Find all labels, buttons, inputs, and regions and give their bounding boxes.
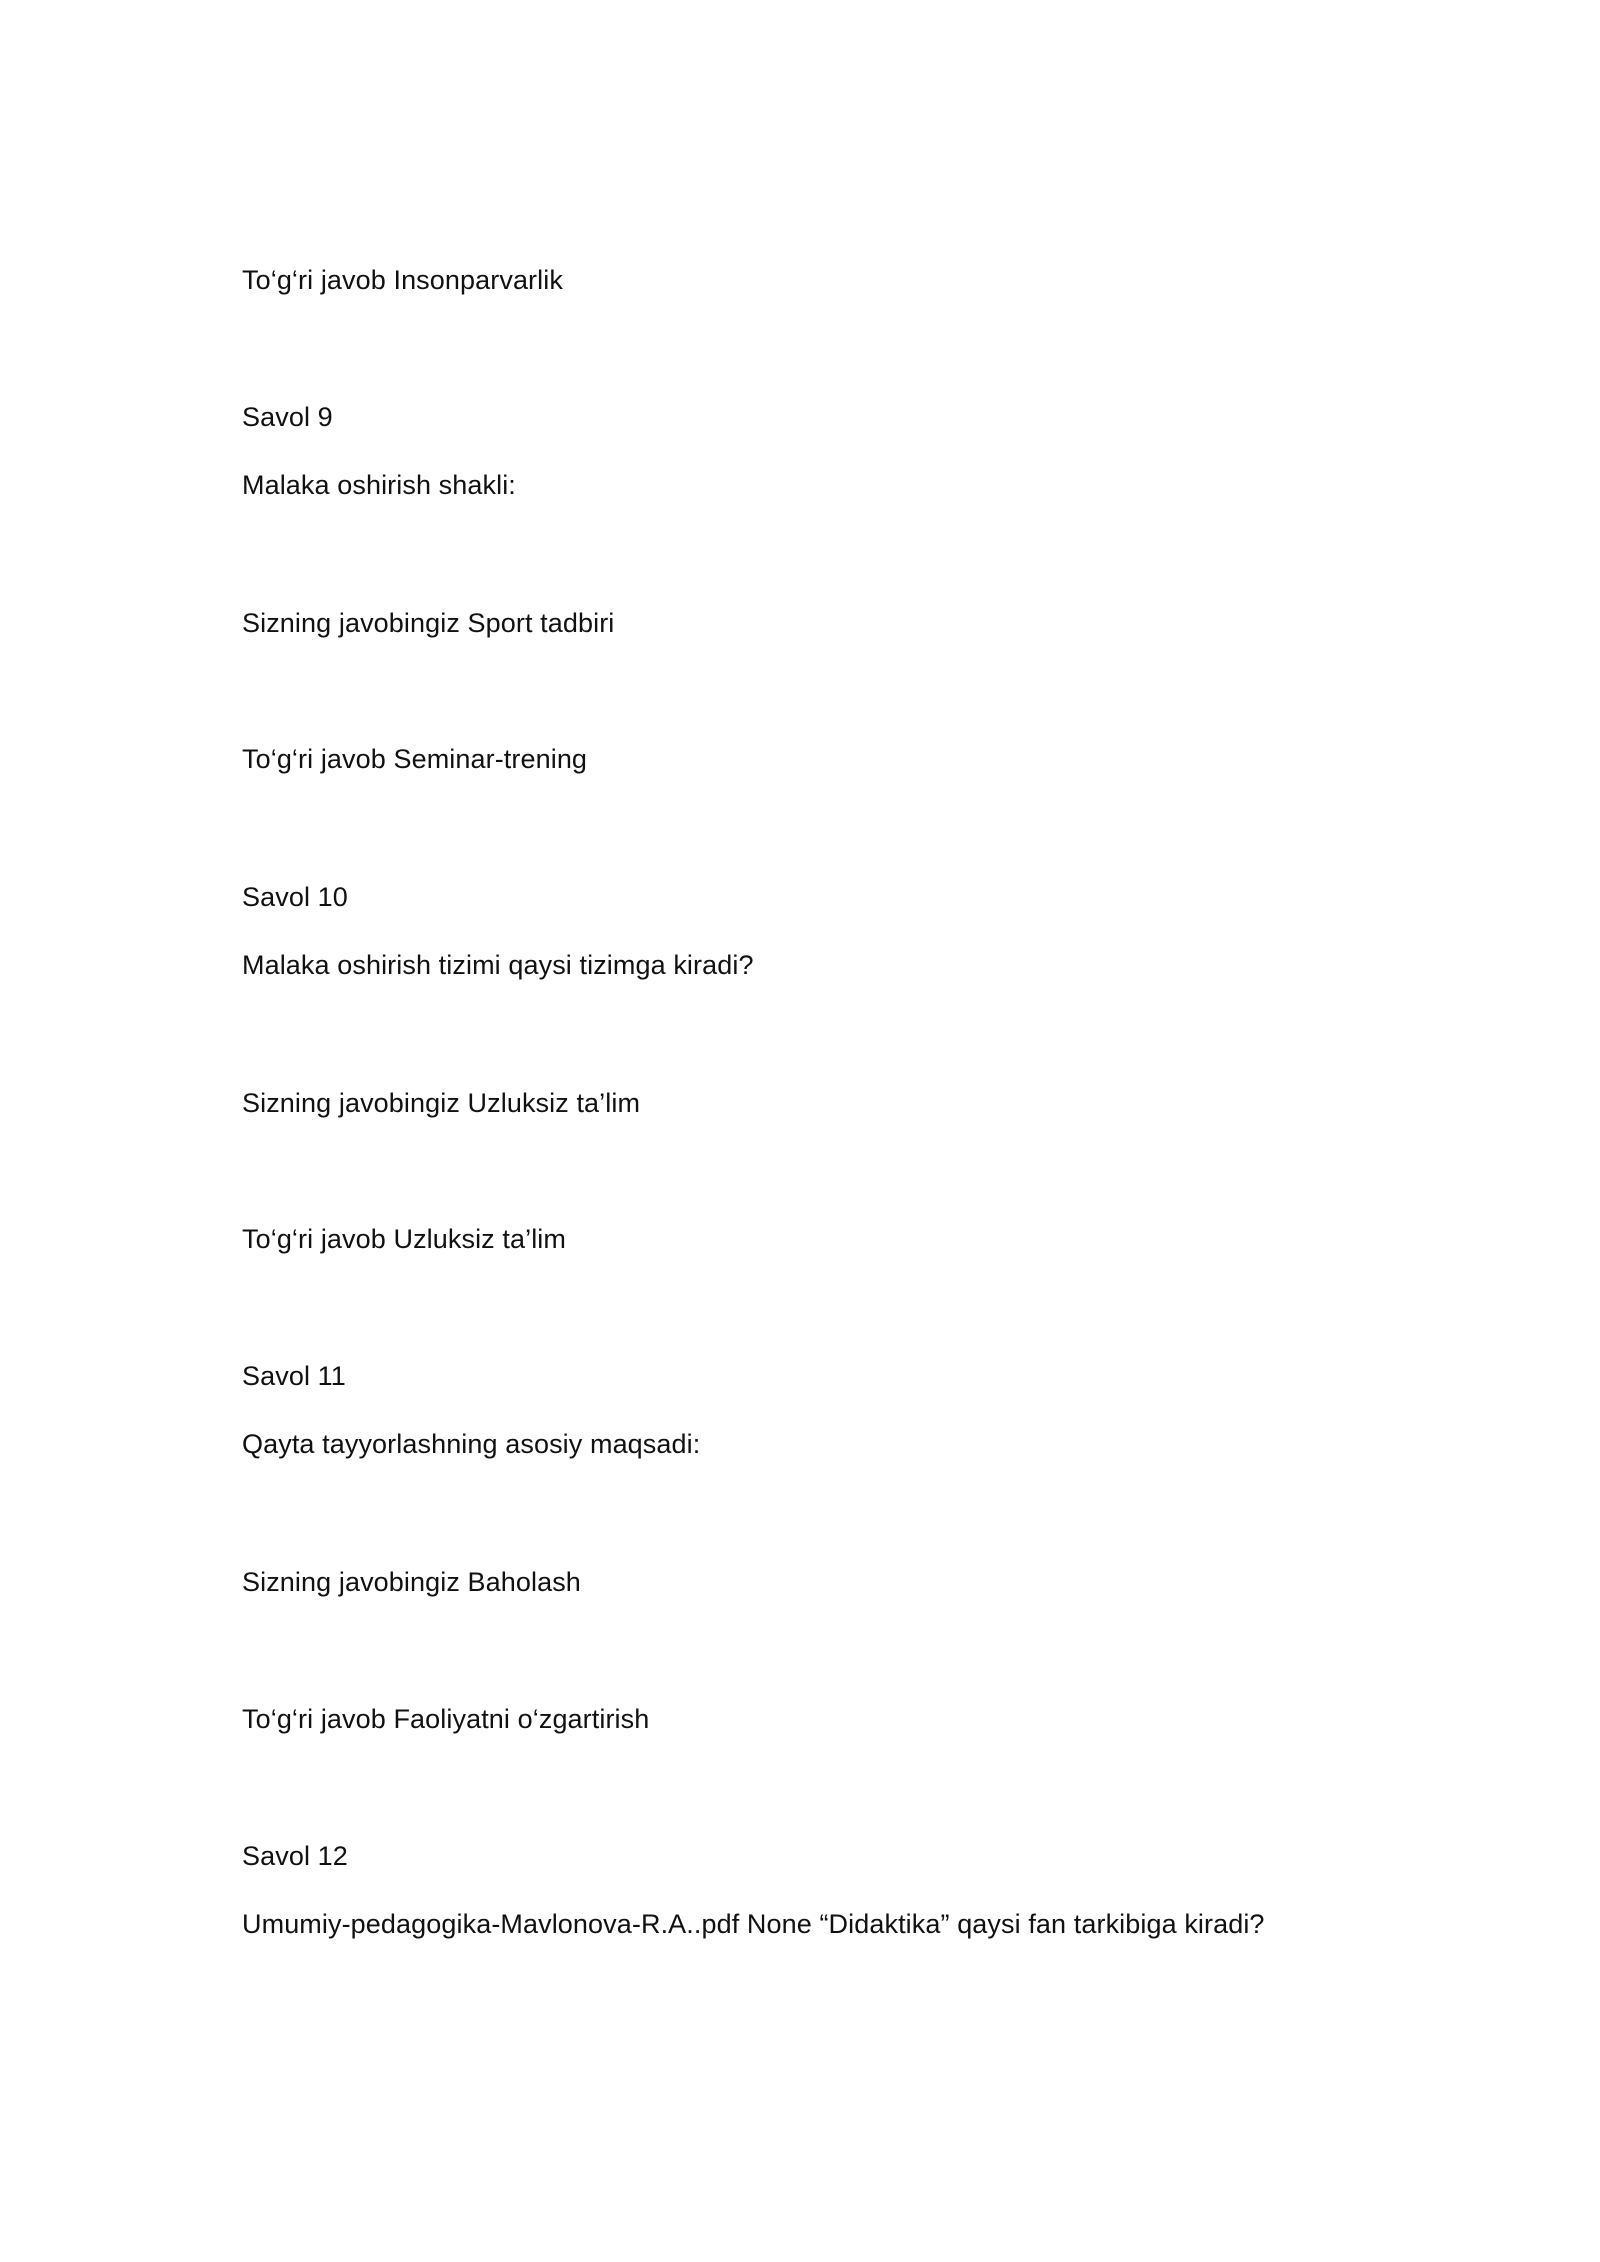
question-heading-12: Savol 12 xyxy=(242,1841,348,1871)
correct-answer-11: To‘g‘ri javob Faoliyatni o‘zgartirish xyxy=(242,1704,650,1734)
correct-answer-9: To‘g‘ri javob Seminar-trening xyxy=(242,744,588,774)
user-answer-11: Sizning javobingiz Baholash xyxy=(242,1567,581,1597)
question-text-11: Qayta tayyorlashning asosiy maqsadi: xyxy=(242,1429,701,1459)
question-heading-10: Savol 10 xyxy=(242,882,348,912)
correct-answer-8: To‘g‘ri javob Insonparvarlik xyxy=(242,265,563,295)
user-answer-10: Sizning javobingiz Uzluksiz ta’lim xyxy=(242,1088,641,1118)
correct-answer-10: To‘g‘ri javob Uzluksiz ta’lim xyxy=(242,1224,566,1254)
question-heading-9: Savol 9 xyxy=(242,402,333,432)
question-text-12: Umumiy-pedagogika-Mavlonova-R.A..pdf None “Didaktika” qaysi fan tarkibiga kiradi? xyxy=(242,1909,1265,1939)
user-answer-9: Sizning javobingiz Sport tadbiri xyxy=(242,608,615,638)
question-text-10: Malaka oshirish tizimi qaysi tizimga kiradi? xyxy=(242,950,754,980)
question-text-9: Malaka oshirish shakli: xyxy=(242,470,516,500)
question-heading-11: Savol 11 xyxy=(242,1361,346,1391)
